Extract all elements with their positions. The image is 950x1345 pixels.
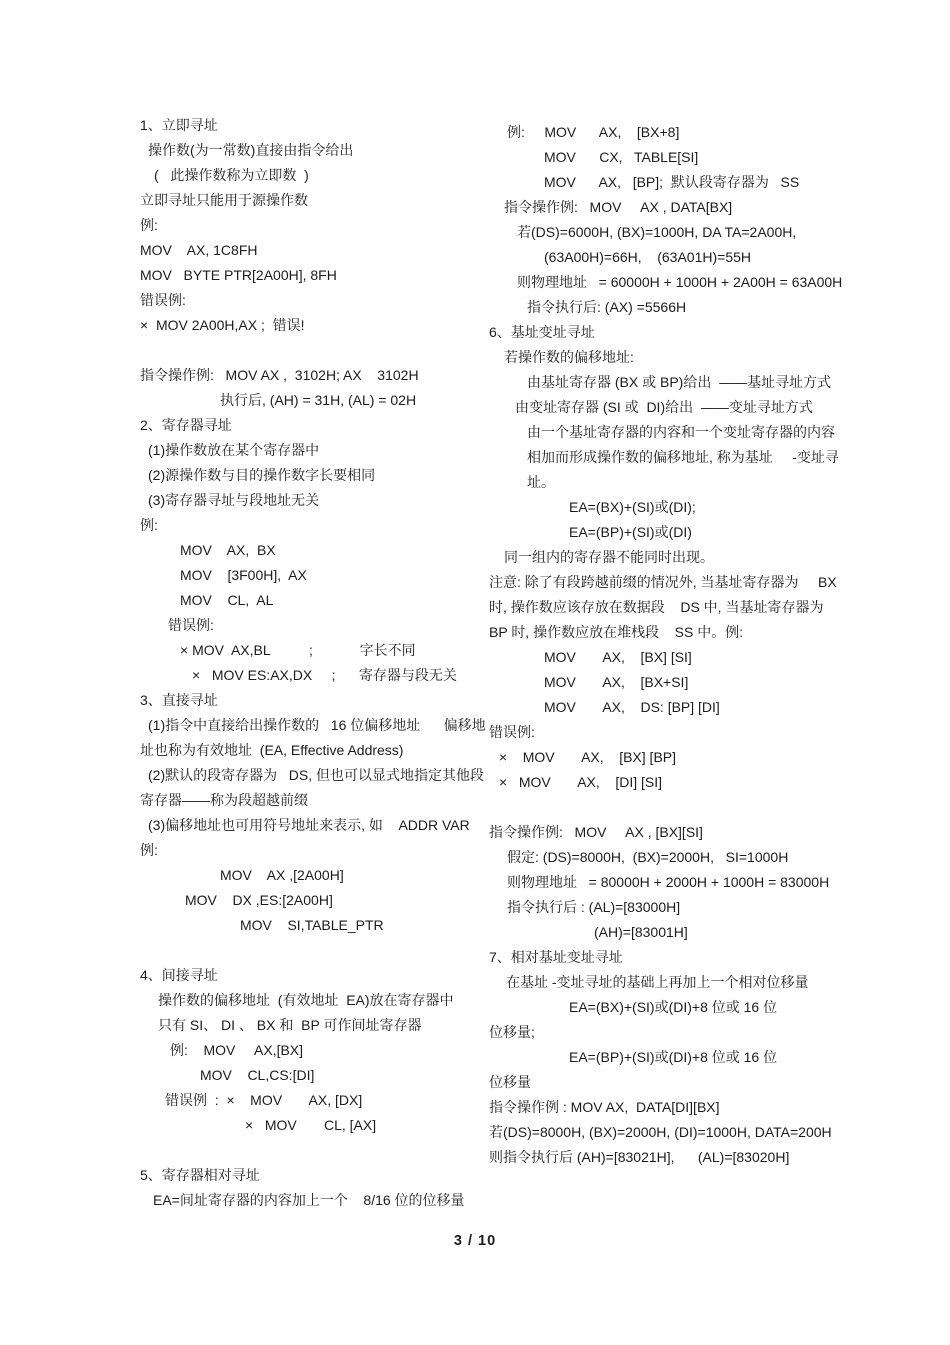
text-line: 位移量; — [489, 1024, 535, 1040]
text-line: 例: MOV AX, [BX+8] — [507, 124, 680, 140]
text-line: MOV CL, AL — [180, 592, 274, 608]
text-line: 5、寄存器相对寻址 — [140, 1167, 260, 1183]
text-line: MOV AX, DS: [BP] [DI] — [544, 699, 720, 715]
text-line: 执行后, (AH) = 31H, (AL) = 02H — [220, 392, 417, 408]
text-line: 错误例: — [168, 617, 214, 633]
text-line — [140, 1138, 485, 1163]
text-line: 指令操作例 : MOV AX, DATA[DI][BX] — [489, 1099, 720, 1115]
text-line: 指令操作例: MOV AX , DATA[BX] — [504, 199, 733, 215]
text-line: 指令操作例: MOV AX , [BX][SI] — [489, 824, 703, 840]
text-line: 3、直接寻址 — [140, 692, 218, 708]
text-line: BP 时, 操作数应放在堆栈段 SS 中。例: — [489, 624, 744, 640]
text-line: MOV AX, BX — [180, 542, 276, 558]
text-line: 若(DS)=8000H, (BX)=2000H, (DI)=1000H, DATA=200H — [489, 1124, 832, 1140]
right-column — [489, 120, 864, 1170]
text-line: (AH)=[83001H] — [594, 924, 688, 940]
text-line: 址。 — [527, 474, 555, 490]
text-line: MOV BYTE PTR[2A00H], 8FH — [140, 267, 337, 283]
text-line: 由基址寄存器 (BX 或 BP)给出 ——基址寻址方式 — [527, 374, 832, 390]
text-line: EA=(BX)+(SI)或(DI); — [569, 499, 696, 515]
text-line: EA=(BP)+(SI)或(DI)+8 位或 16 位 — [569, 1049, 778, 1065]
text-line: × MOV AX, [DI] [SI] — [499, 774, 662, 790]
text-line: 例: — [140, 517, 158, 533]
text-line: 则物理地址 = 60000H + 1000H + 2A00H = 63A00H — [517, 274, 843, 290]
text-line: 若操作数的偏移地址: — [504, 349, 634, 365]
text-line: 错误例: — [489, 724, 535, 740]
text-line: 若(DS)=6000H, (BX)=1000H, DA TA=2A00H, — [517, 224, 797, 240]
text-line: × MOV 2A00H,AX ; 错误! — [140, 317, 305, 333]
left-column — [140, 113, 485, 1213]
text-line: 则物理地址 = 80000H + 2000H + 1000H = 83000H — [507, 874, 830, 890]
text-line: EA=间址寄存器的内容加上一个 8/16 位的位移量 — [153, 1192, 465, 1208]
text-line: 操作数的偏移地址 (有效地址 EA)放在寄存器中 — [158, 992, 454, 1008]
text-line: 只有 SI、 DI 、 BX 和 BP 可作间址寄存器 — [158, 1017, 422, 1033]
text-line: 时, 操作数应该存放在数据段 DS 中, 当基址寄存器为 — [489, 599, 824, 615]
text-line: MOV DX ,ES:[2A00H] — [185, 892, 333, 908]
text-line: MOV CX, TABLE[SI] — [544, 149, 699, 165]
text-line: 例: MOV AX,[BX] — [170, 1042, 304, 1058]
text-line: (1)指令中直接给出操作数的 16 位偏移地址 偏移地 — [148, 717, 486, 733]
text-line: MOV SI,TABLE_PTR — [240, 917, 384, 933]
text-line: EA=(BP)+(SI)或(DI) — [569, 524, 692, 540]
text-line: 相加而形成操作数的偏移地址, 称为基址 -变址寻 — [527, 449, 839, 465]
text-line: 错误例: — [140, 292, 186, 308]
text-line: 1、立即寻址 — [140, 117, 218, 133]
text-line: 指令执行后: (AX) =5566H — [527, 299, 687, 315]
text-line: (2)源操作数与目的操作数字长要相同 — [148, 467, 376, 483]
text-line — [489, 795, 864, 820]
text-line: MOV AX, 1C8FH — [140, 242, 258, 258]
text-line: 操作数(为一常数)直接由指令给出 — [148, 142, 354, 158]
text-line: 4、间接寻址 — [140, 967, 218, 983]
text-line: 寄存器——称为段超越前缀 — [140, 792, 308, 808]
text-line — [140, 938, 485, 963]
text-line: 7、相对基址变址寻址 — [489, 949, 623, 965]
text-line: 址也称为有效地址 (EA, Effective Address) — [140, 742, 404, 758]
text-line: 2、寄存器寻址 — [140, 417, 232, 433]
text-line: (2)默认的段寄存器为 DS, 但也可以显式地指定其他段 — [148, 767, 485, 783]
text-line: × MOV ES:AX,DX ; 寄存器与段无关 — [192, 667, 457, 683]
text-line: MOV [3F00H], AX — [180, 567, 307, 583]
text-line: 由一个基址寄存器的内容和一个变址寄存器的内容 — [527, 424, 835, 440]
text-line: 例: — [140, 842, 158, 858]
text-line: 立即寻址只能用于源操作数 — [140, 192, 308, 208]
text-line: 由变址寄存器 (SI 或 DI)给出 ——变址寻址方式 — [515, 399, 813, 415]
text-line: (63A00H)=66H, (63A01H)=55H — [544, 249, 751, 265]
text-line — [140, 338, 485, 363]
text-line: × MOV AX,BL ; 字长不同 — [180, 642, 416, 658]
text-line: 则指令执行后 (AH)=[83021H], (AL)=[83020H] — [489, 1149, 790, 1165]
text-line: (1)操作数放在某个寄存器中 — [148, 442, 320, 458]
text-line: 注意: 除了有段跨越前缀的情况外, 当基址寄存器为 BX — [489, 574, 837, 590]
text-line: MOV AX, [BX] [SI] — [544, 649, 692, 665]
text-line: 例: — [140, 217, 158, 233]
text-line: 指令操作例: MOV AX , 3102H; AX 3102H — [140, 367, 419, 383]
text-line: MOV AX, [BP]; 默认段寄存器为 SS — [544, 174, 800, 190]
text-line: MOV CL,CS:[DI] — [200, 1067, 315, 1083]
page-number: 3 / 10 — [453, 1233, 497, 1249]
text-line: MOV AX, [BX+SI] — [544, 674, 689, 690]
text-line: × MOV AX, [BX] [BP] — [499, 749, 677, 765]
text-line: × MOV CL, [AX] — [245, 1117, 377, 1133]
text-line: 假定: (DS)=8000H, (BX)=2000H, SI=1000H — [507, 849, 789, 865]
text-line: ( 此操作数称为立即数 ) — [154, 167, 309, 183]
text-line: (3)寄存器寻址与段地址无关 — [148, 492, 320, 508]
text-line: 指令执行后 : (AL)=[83000H] — [507, 899, 681, 915]
text-line: 同一组内的寄存器不能同时出现。 — [504, 549, 714, 565]
text-line: 错误例 : × MOV AX, [DX] — [165, 1092, 363, 1108]
text-line: (3)偏移地址也可用符号地址来表示, 如 ADDR VAR — [148, 817, 470, 833]
text-line: MOV AX ,[2A00H] — [220, 867, 344, 883]
text-line: 位移量 — [489, 1074, 531, 1090]
text-line: 6、基址变址寻址 — [489, 324, 595, 340]
text-line: 在基址 -变址寻址的基础上再加上一个相对位移量 — [506, 974, 809, 990]
text-line: EA=(BX)+(SI)或(DI)+8 位或 16 位 — [569, 999, 778, 1015]
